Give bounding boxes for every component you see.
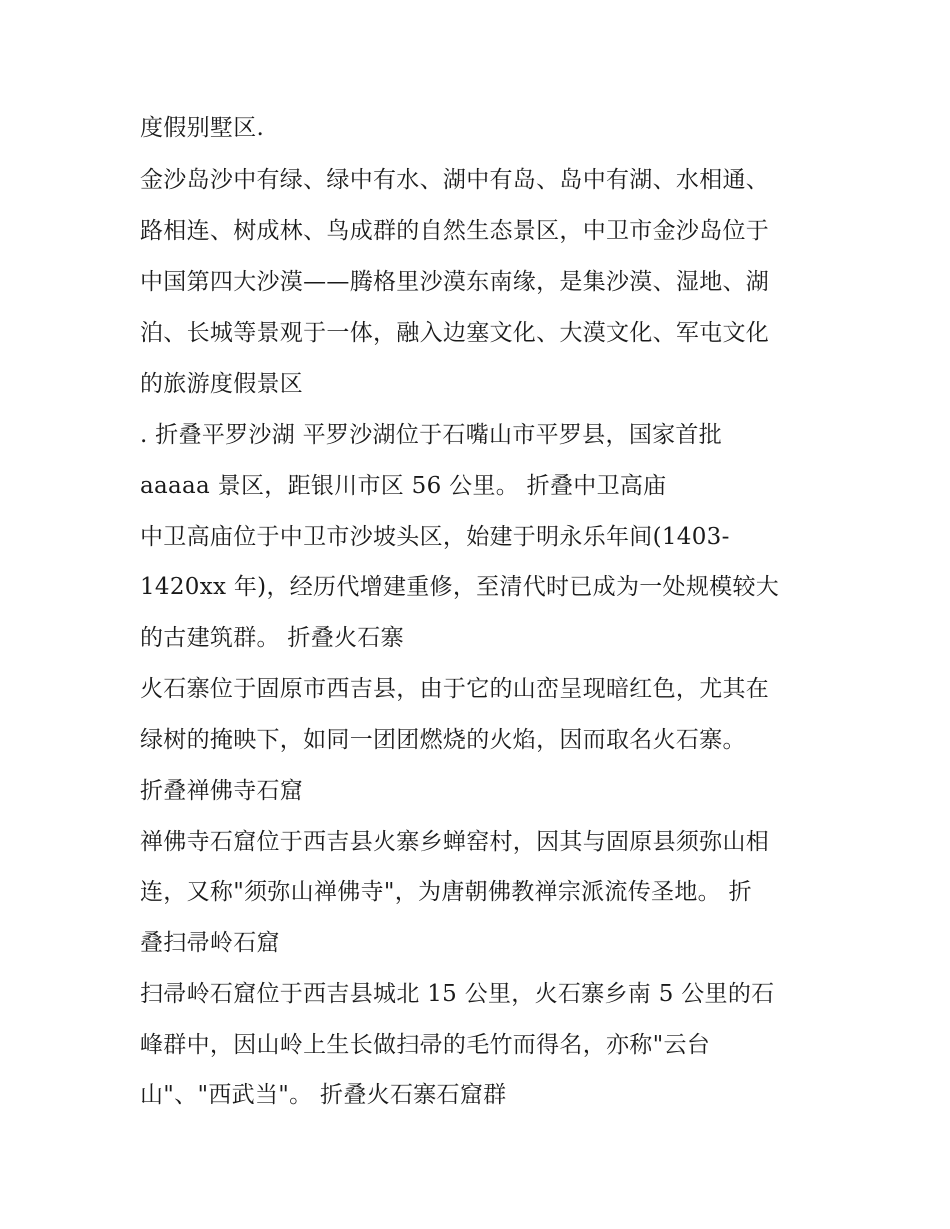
text-line: 的古建筑群。 折叠火石寨 <box>140 625 404 651</box>
text-line: 连，又称"须弥山禅佛寺"，为唐朝佛教禅宗派流传圣地。 折 <box>140 879 752 905</box>
text-line: 禅佛寺石窟位于西吉县火寨乡蝉窑村，因其与固原县须弥山相 <box>140 829 770 855</box>
text-line: 折叠禅佛寺石窟 <box>140 778 304 804</box>
text-line: 绿树的掩映下，如同一团团燃烧的火焰，因而取名火石寨。 <box>140 727 746 753</box>
text-line: 的旅游度假景区 <box>140 371 304 397</box>
text-line: 火石寨位于固原市西吉县，由于它的山峦呈现暗红色，尤其在 <box>140 676 770 702</box>
text-line: 中国第四大沙漠——腾格里沙漠东南缘，是集沙漠、湿地、湖 <box>140 269 770 295</box>
text-line: 峰群中，因山岭上生长做扫帚的毛竹而得名，亦称"云台 <box>140 1032 711 1058</box>
text-line: 山"、"西武当"。 折叠火石寨石窟群 <box>140 1082 507 1108</box>
text-line: aaaaa 景区，距银川市区 56 公里。 折叠中卫高庙 <box>140 473 667 499</box>
text-line: 叠扫帚岭石窟 <box>140 930 280 956</box>
text-line: 1420xx 年)，经历代增建重修，至清代时已成为一处规模较大 <box>140 574 780 600</box>
text-line: 泊、长城等景观于一体，融入边塞文化、大漠文化、军屯文化 <box>140 320 770 346</box>
text-line: 扫帚岭石窟位于西吉县城北 15 公里，火石寨乡南 5 公里的石 <box>140 981 775 1007</box>
text-line: 中卫高庙位于中卫市沙坡头区，始建于明永乐年间(1403- <box>140 524 730 550</box>
text-line: 度假别墅区. <box>140 115 265 141</box>
text-line: . 折叠平罗沙湖 平罗沙湖位于石嘴山市平罗县，国家首批 <box>140 422 723 448</box>
text-line: 金沙岛沙中有绿、绿中有水、湖中有岛、岛中有湖、水相通、 <box>140 167 770 193</box>
text-line: 路相连、树成林、鸟成群的自然生态景区，中卫市金沙岛位于 <box>140 218 770 244</box>
